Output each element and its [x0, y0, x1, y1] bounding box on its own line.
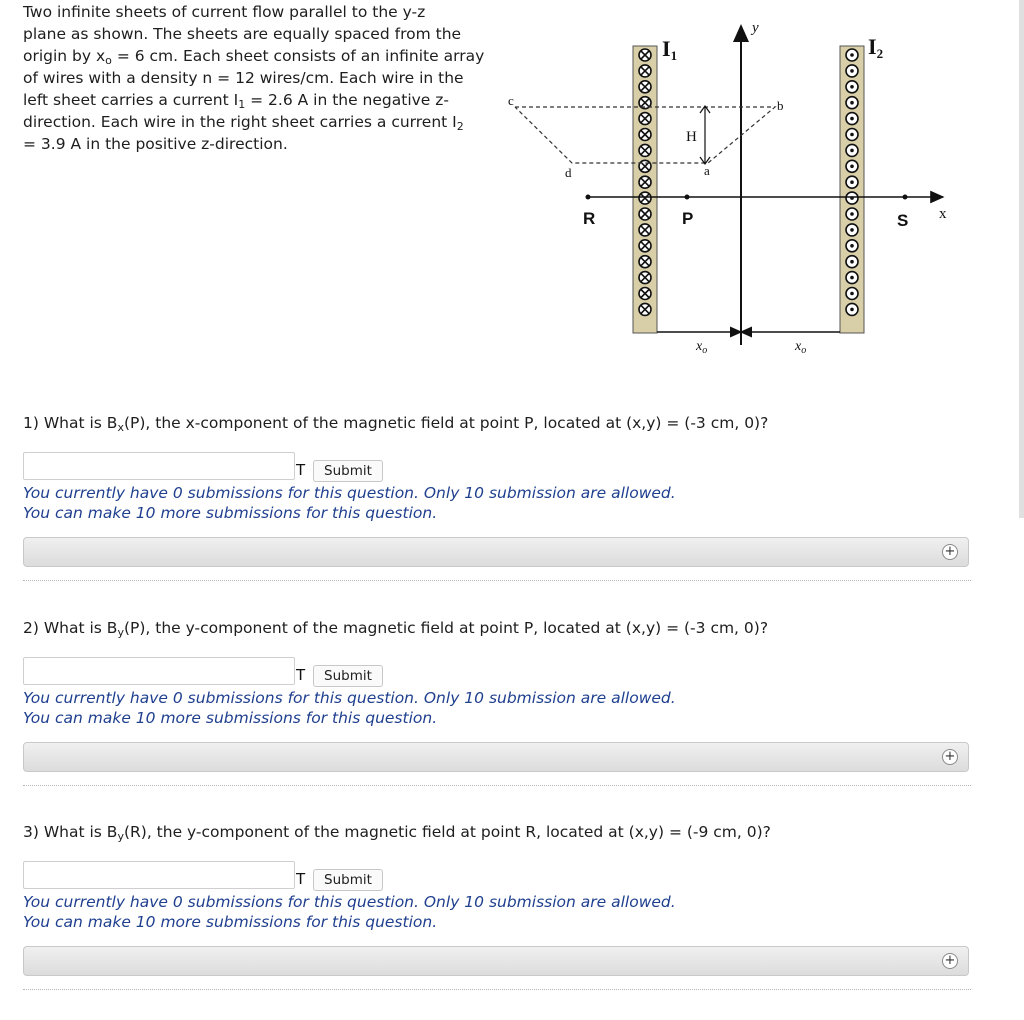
- plus-circle-icon[interactable]: +: [942, 544, 958, 560]
- problem-line-3: [23, 45, 493, 67]
- label-x0-left: $x_o$: [696, 339, 708, 356]
- subscript: 1: [238, 98, 246, 111]
- problem-text: = 2.6 A in the negative z-: [245, 91, 450, 109]
- current-sheets-diagram: [500, 15, 970, 365]
- question-2-answer-input[interactable]: [23, 657, 295, 685]
- dot-circle-icon: [846, 240, 858, 252]
- dot-circle-icon: [846, 97, 858, 109]
- cross-circle-icon: [639, 176, 651, 188]
- subscript: o: [105, 54, 112, 67]
- question-2-unit: T: [296, 666, 306, 684]
- label-i2: I2: [868, 34, 884, 61]
- point-p: [685, 195, 690, 200]
- problem-text: direction. Each wire in the right sheet carries a current I: [23, 113, 457, 131]
- problem-line-5: [23, 89, 493, 111]
- cross-circle-icon: [639, 144, 651, 156]
- label-c: c: [508, 93, 514, 108]
- cross-circle-icon: [639, 303, 651, 315]
- question-3-text: 3) What is $B_y(R)$, the y-component of the magnetic field at point R, located at (x,y) = (-9 cm, 0)?: [23, 823, 771, 843]
- dot-circle-icon: [846, 81, 858, 93]
- question-3-submit-button[interactable]: Submit: [313, 869, 383, 891]
- problem-text: origin by x: [23, 47, 106, 65]
- label-p: P: [682, 209, 694, 228]
- point-s: [903, 195, 908, 200]
- cross-circle-icon: [639, 192, 651, 204]
- page-scrollbar[interactable]: [1019, 0, 1024, 518]
- dot-circle-icon: [846, 288, 858, 300]
- question-2-submission-note: You currently have 0 submissions for this question. Only 10 submission are allowed.: [23, 689, 676, 707]
- dot-circle-icon: [846, 208, 858, 220]
- label-i1: I1: [662, 36, 678, 63]
- question-2-remaining-note: You can make 10 more submissions for this question.: [23, 709, 438, 727]
- question-divider: [23, 580, 971, 581]
- problem-statement: [23, 1, 493, 155]
- cross-circle-icon: [639, 288, 651, 300]
- plus-circle-icon[interactable]: +: [942, 953, 958, 969]
- question-2-text: 2) What is $B_y(P)$, the y-component of the magnetic field at point P, located at (x,y) = (-3 cm, 0)?: [23, 619, 769, 639]
- label-x-axis: x: [939, 206, 947, 222]
- dot-circle-icon: [846, 49, 858, 61]
- dot-circle-icon: [846, 176, 858, 188]
- question-divider: [23, 989, 971, 990]
- question-1-expand-bar[interactable]: [23, 537, 969, 567]
- problem-line-6: [23, 111, 493, 133]
- cross-circle-icon: [639, 113, 651, 125]
- left-wires-into-page: [639, 49, 651, 315]
- question-1-unit: T: [296, 461, 306, 479]
- problem-text: left sheet carries a current I: [23, 91, 239, 109]
- problem-line-4: of wires with a density n = 12 wires/cm. Each wire in the: [23, 69, 464, 87]
- question-3-answer-input[interactable]: [23, 861, 295, 889]
- question-3-remaining-note: You can make 10 more submissions for this question.: [23, 913, 438, 931]
- question-3-submission-note: You currently have 0 submissions for this question. Only 10 submission are allowed.: [23, 893, 676, 911]
- question-1-submit-button[interactable]: Submit: [313, 460, 383, 482]
- cross-circle-icon: [639, 240, 651, 252]
- question-1-submission-note: You currently have 0 submissions for this question. Only 10 submission are allowed.: [23, 484, 676, 502]
- problem-line-7: = 3.9 A in the positive z-direction.: [23, 135, 288, 153]
- right-wires-out-of-page: [846, 49, 858, 315]
- cross-circle-icon: [639, 208, 651, 220]
- dot-circle-icon: [846, 192, 858, 204]
- label-a: a: [704, 163, 710, 178]
- question-1-answer-input[interactable]: [23, 452, 295, 480]
- dot-circle-icon: [846, 65, 858, 77]
- question-2-expand-bar[interactable]: [23, 742, 969, 772]
- plus-circle-icon[interactable]: +: [942, 749, 958, 765]
- question-2-submit-button[interactable]: Submit: [313, 665, 383, 687]
- dot-circle-icon: [846, 272, 858, 284]
- label-d: d: [565, 165, 572, 180]
- cross-circle-icon: [639, 49, 651, 61]
- cross-circle-icon: [639, 129, 651, 141]
- dot-circle-icon: [846, 160, 858, 172]
- question-3-expand-bar[interactable]: [23, 946, 969, 976]
- cross-circle-icon: [639, 160, 651, 172]
- dot-circle-icon: [846, 303, 858, 315]
- cross-circle-icon: [639, 224, 651, 236]
- label-y-axis: y: [752, 20, 759, 36]
- question-1-text: 1) What is $B_x(P)$, the x-component of the magnetic field at point P, located at (x,y) = (-3 cm, 0)?: [23, 414, 769, 434]
- label-x0-right: $x_o$: [795, 339, 807, 356]
- problem-line-2: plane as shown. The sheets are equally spaced from the: [23, 25, 462, 43]
- problem-line-1: Two infinite sheets of current flow parallel to the y-z: [23, 3, 426, 21]
- cross-circle-icon: [639, 256, 651, 268]
- question-divider: [23, 785, 971, 786]
- subscript: 2: [456, 120, 464, 133]
- question-1-remaining-note: You can make 10 more submissions for this question.: [23, 504, 438, 522]
- label-b: b: [777, 98, 784, 113]
- point-r: [586, 195, 591, 200]
- dot-circle-icon: [846, 144, 858, 156]
- label-s: S: [897, 211, 909, 230]
- cross-circle-icon: [639, 81, 651, 93]
- dot-circle-icon: [846, 129, 858, 141]
- problem-text: = 6 cm. Each sheet consists of an infinite array: [111, 47, 485, 65]
- dot-circle-icon: [846, 256, 858, 268]
- dot-circle-icon: [846, 113, 858, 125]
- dot-circle-icon: [846, 224, 858, 236]
- question-3-unit: T: [296, 870, 306, 888]
- label-r: R: [583, 209, 596, 228]
- label-h: H: [686, 129, 697, 145]
- cross-circle-icon: [639, 65, 651, 77]
- cross-circle-icon: [639, 272, 651, 284]
